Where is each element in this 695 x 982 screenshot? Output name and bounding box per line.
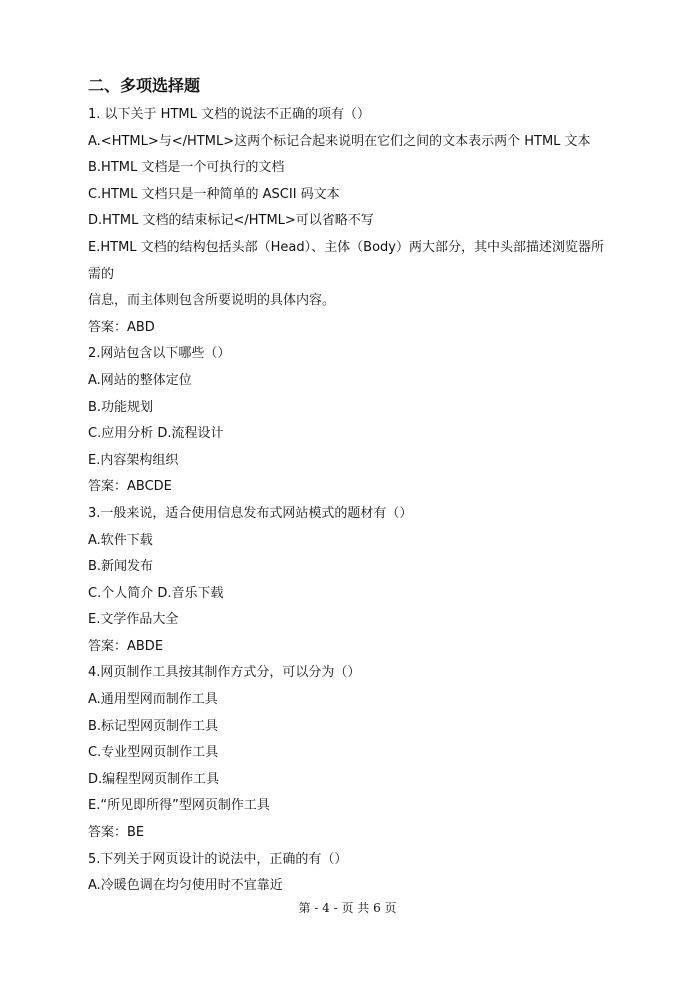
- section-title: 二、多项选择题: [88, 76, 201, 95]
- text-line: B.新闻发布: [88, 559, 154, 575]
- text-line: B.标记型网页制作工具: [88, 718, 219, 734]
- text-line: 2.网站包含以下哪些（）: [88, 346, 231, 362]
- text-line: E.HTML 文档的结构包括头部（Head）、主体（Body）两大部分，其中头部描述浏览器所: [88, 239, 604, 255]
- text-line: D.编程型网页制作工具: [88, 771, 220, 787]
- text-line: 4.网页制作工具按其制作方式分，可以分为（）: [88, 665, 361, 681]
- text-line: D.HTML 文档的结束标记</HTML>可以省略不写: [88, 213, 374, 229]
- text-line: B.HTML 文档是一个可执行的文档: [88, 160, 285, 176]
- text-line: C.个人简介 D.音乐下载: [88, 585, 224, 601]
- text-line: 答案：ABD: [88, 319, 155, 335]
- text-line: A.冷暖色调在均匀使用时不宜靠近: [88, 878, 283, 894]
- text-line: C.应用分析 D.流程设计: [88, 426, 224, 442]
- text-line: E.“所见即所得”型网页制作工具: [88, 798, 270, 814]
- page-footer: 第 - 4 - 页 共 6 页: [298, 901, 397, 915]
- question-list: [88, 102, 648, 900]
- text-line: A.通用型网而制作工具: [88, 692, 218, 708]
- text-line: 信息，而主体则包含所要说明的具体内容。: [88, 293, 336, 309]
- text-line: E.内容架构组织: [88, 452, 179, 468]
- text-line: 答案：ABDE: [88, 638, 164, 654]
- text-line: 答案：BE: [88, 825, 145, 841]
- text-line: A.软件下载: [88, 532, 153, 548]
- text-line: 5.下列关于网页设计的说法中，正确的有（）: [88, 851, 348, 867]
- text-line: 3.一般来说，适合使用信息发布式网站模式的题材有（）: [88, 505, 413, 521]
- text-line: A.网站的整体定位: [88, 372, 192, 388]
- text-line: 1. 以下关于 HTML 文档的说法不正确的项有（）: [88, 107, 370, 122]
- text-line: C.专业型网页制作工具: [88, 745, 219, 761]
- text-line: 需的: [88, 266, 115, 282]
- text-line: 答案：ABCDE: [88, 479, 172, 495]
- text-line: C.HTML 文档只是一种简单的 ASCII 码文本: [88, 186, 340, 202]
- text-line: B.功能规划: [88, 399, 154, 415]
- text-line: E.文学作品大全: [88, 612, 179, 628]
- text-line: A.<HTML>与</HTML>这两个标记合起来说明在它们之间的文本表示两个 HTML 文本: [88, 133, 591, 149]
